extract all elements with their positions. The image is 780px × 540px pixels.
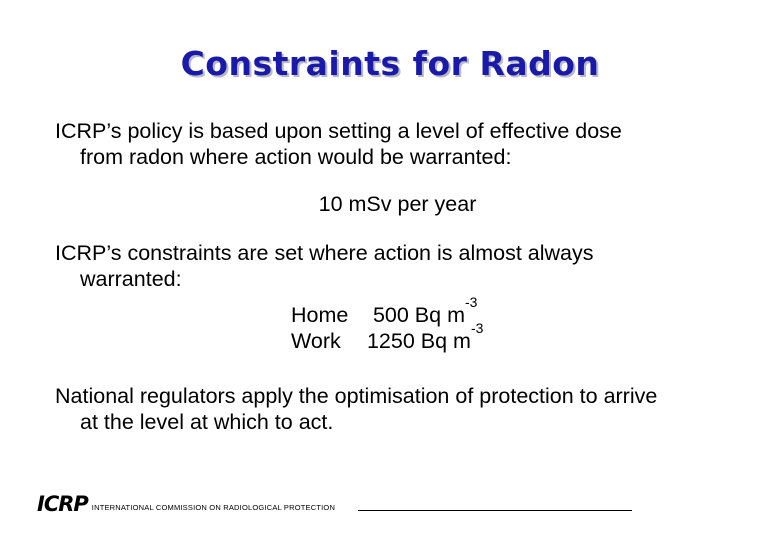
constraints-paragraph	[55, 240, 755, 292]
constraints-line-2: warranted:	[80, 267, 182, 291]
regulators-line-2: at the level at which to act.	[80, 410, 334, 434]
limit-place: Work	[291, 329, 341, 353]
limit-value: 500 Bq m	[361, 303, 465, 327]
limit-row-work	[291, 320, 484, 354]
limit-row-home	[291, 294, 483, 328]
radon-limits	[291, 294, 484, 354]
regulators-paragraph	[55, 383, 775, 435]
limit-value: 1250 Bq m	[361, 329, 471, 353]
organization-name: INTERNATIONAL COMMISSION ON RADIOLOGICAL PROTECTION	[91, 503, 336, 512]
dose-level: 10 mSv per year	[318, 192, 477, 216]
icrp-logo: ICRP	[37, 492, 88, 516]
slide-title: Constraints for Radon	[180, 44, 600, 83]
policy-line-1: ICRP’s policy is based upon setting a level of effective dose	[55, 119, 622, 143]
constraints-line-1: ICRP’s constraints are set where action is almost always	[55, 241, 594, 265]
regulators-line-1: National regulators apply the optimisation of protection to arrive	[55, 384, 658, 408]
limit-exponent: -3	[470, 320, 484, 336]
footer-rule	[358, 510, 632, 511]
limit-place: Home	[291, 303, 349, 327]
limit-exponent: -3	[464, 294, 478, 310]
policy-line-2: from radon where action would be warranted:	[80, 145, 512, 169]
policy-paragraph	[55, 118, 755, 170]
footer	[37, 494, 335, 514]
